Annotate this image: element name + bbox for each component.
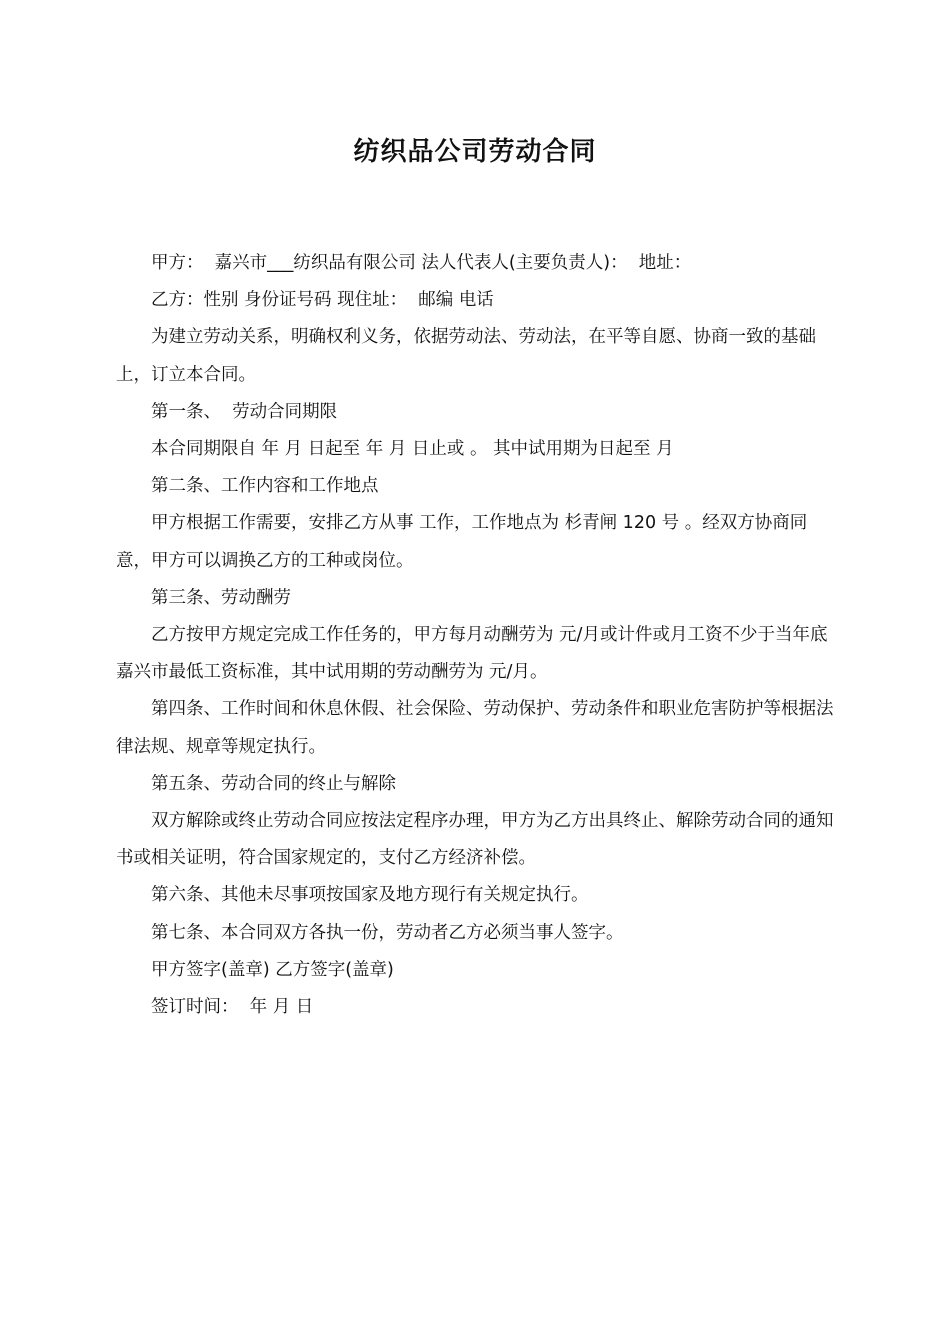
preamble-paragraph: 为建立劳动关系，明确权利义务，依据劳动法、劳动法，在平等自愿、协商一致的基础上，订立本合同。 bbox=[116, 327, 816, 385]
party-b-line: 乙方：性别 身份证号码 现住址： 邮编 电话 bbox=[151, 290, 494, 311]
article-2-text: 甲方根据工作需要，安排乙方从事 工作，工作地点为 杉青闸 120 号 。经双方协商同意，甲方可以调换乙方的工种或岗位。 bbox=[116, 513, 808, 571]
document-title: 纺织品公司劳动合同 bbox=[353, 137, 597, 167]
article-3-text: 乙方按甲方规定完成工作任务的，甲方每月动酬劳为 元/月或计件或月工资不少于当年底嘉兴市最低工资标准，其中试用期的劳动酬劳为 元/月。 bbox=[116, 625, 828, 683]
article-4-text: 第四条、工作时间和休息休假、社会保险、劳动保护、劳动条件和职业危害防护等根据法律法规、规章等规定执行。 bbox=[116, 699, 834, 757]
article-7-text: 第七条、本合同双方各执一份，劳动者乙方必须当事人签字。 bbox=[151, 922, 624, 943]
article-1-text: 本合同期限自 年 月 日起至 年 月 日止或 。 其中试用期为日起至 月 bbox=[151, 439, 674, 460]
article-2-heading: 第二条、工作内容和工作地点 bbox=[151, 476, 379, 497]
signing-date-line: 签订时间： 年 月 日 bbox=[151, 997, 314, 1018]
party-a-line: 甲方： 嘉兴市___纺织品有限公司 法人代表人(主要负责人)： 地址： bbox=[151, 253, 692, 273]
article-6-text: 第六条、其他未尽事项按国家及地方现行有关规定执行。 bbox=[151, 885, 589, 906]
document-body bbox=[116, 245, 836, 1026]
article-1-heading: 第一条、 劳动合同期限 bbox=[151, 401, 338, 422]
article-5-text: 双方解除或终止劳动合同应按法定程序办理，甲方为乙方出具终止、解除劳动合同的通知书或相关证明，符合国家规定的，支付乙方经济补偿。 bbox=[116, 811, 834, 869]
signature-line: 甲方签字(盖章) 乙方签字(盖章) bbox=[151, 959, 394, 980]
article-3-heading: 第三条、劳动酬劳 bbox=[151, 587, 291, 608]
article-5-heading: 第五条、劳动合同的终止与解除 bbox=[151, 773, 396, 794]
